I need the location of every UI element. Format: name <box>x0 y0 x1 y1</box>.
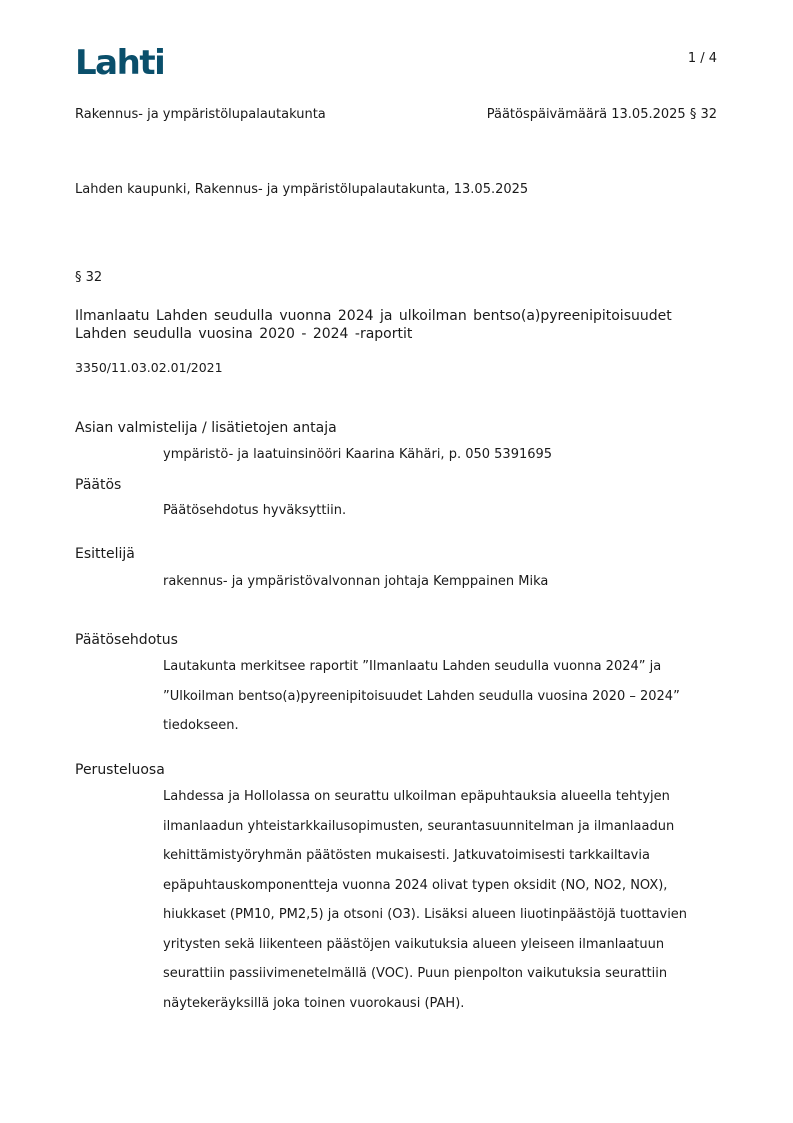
decision-heading: Päätös <box>75 477 122 493</box>
document-title <box>75 307 672 343</box>
justification-line: ilmanlaadun yhteistarkkailusopimusten, seurantasuunnitelman ja ilmanlaadun <box>163 818 675 834</box>
justification-heading: Perusteluosa <box>75 762 165 778</box>
decision-date: Päätöspäivämäärä 13.05.2025 § 32 <box>486 107 717 122</box>
proposal-line: Lautakunta merkitsee raportit ”Ilmanlaatu Lahden seudulla vuonna 2024” ja <box>163 659 662 674</box>
justification-line: seurattiin passiivimenetelmällä (VOC). Puun pienpolton vaikutuksia seurattiin <box>163 966 668 981</box>
board-name: Rakennus- ja ympäristölupalautakunta <box>75 107 326 122</box>
proposal-heading: Päätösehdotus <box>75 632 178 648</box>
meeting-line: Lahden kaupunki, Rakennus- ja ympäristölupalautakunta, 13.05.2025 <box>75 182 529 197</box>
page-number: 1 / 4 <box>687 51 717 66</box>
preparer-text: ympäristö- ja laatuinsinööri Kaarina Kähäri, p. 050 5391695 <box>163 447 553 462</box>
proposal-line: tiedokseen. <box>163 718 239 733</box>
preparer-heading: Asian valmistelija / lisätietojen antaja <box>75 420 337 436</box>
presenter-text: rakennus- ja ympäristövalvonnan johtaja Kemppainen Mika <box>163 574 549 589</box>
justification-line: hiukkaset (PM10, PM2,5) ja otsoni (O3). Lisäksi alueen liuotinpäästöjä tuottavien <box>163 907 688 922</box>
lahti-logo: Lahti <box>75 43 165 83</box>
proposal-line: ”Ulkoilman bentso(a)pyreenipitoisuudet Lahden seudulla vuosina 2020 – 2024” <box>163 688 680 704</box>
justification-line: näytekeräyksillä joka toinen vuorokausi (PAH). <box>163 995 465 1011</box>
section-number: § 32 <box>75 270 103 285</box>
justification-text <box>163 782 687 1018</box>
justification-line: yritysten sekä liikenteen päästöjen vaikutuksia alueen yleiseen ilmanlaatuun <box>163 936 665 952</box>
title-line-2: Lahden seudulla vuosina 2020 - 2024 -raportit <box>75 326 413 342</box>
title-line-1: Ilmanlaatu Lahden seudulla vuonna 2024 ja ulkoilman bentso(a)pyreenipitoisuudet <box>75 308 672 324</box>
presenter-heading: Esittelijä <box>75 546 135 562</box>
justification-line: Lahdessa ja Hollolassa on seurattu ulkoilman epäpuhtauksia alueella tehtyjen <box>163 789 670 804</box>
justification-line: kehittämistyöryhmän päätösten mukaisesti. Jatkuvatoimisesti tarkkailtavia <box>163 848 650 863</box>
justification-line: epäpuhtauskomponentteja vuonna 2024 olivat typen oksidit (NO, NO2, NOX), <box>163 877 668 893</box>
decision-text: Päätösehdotus hyväksyttiin. <box>163 503 347 518</box>
proposal-text <box>163 652 680 741</box>
diary-number: 3350/11.03.02.01/2021 <box>75 360 223 375</box>
